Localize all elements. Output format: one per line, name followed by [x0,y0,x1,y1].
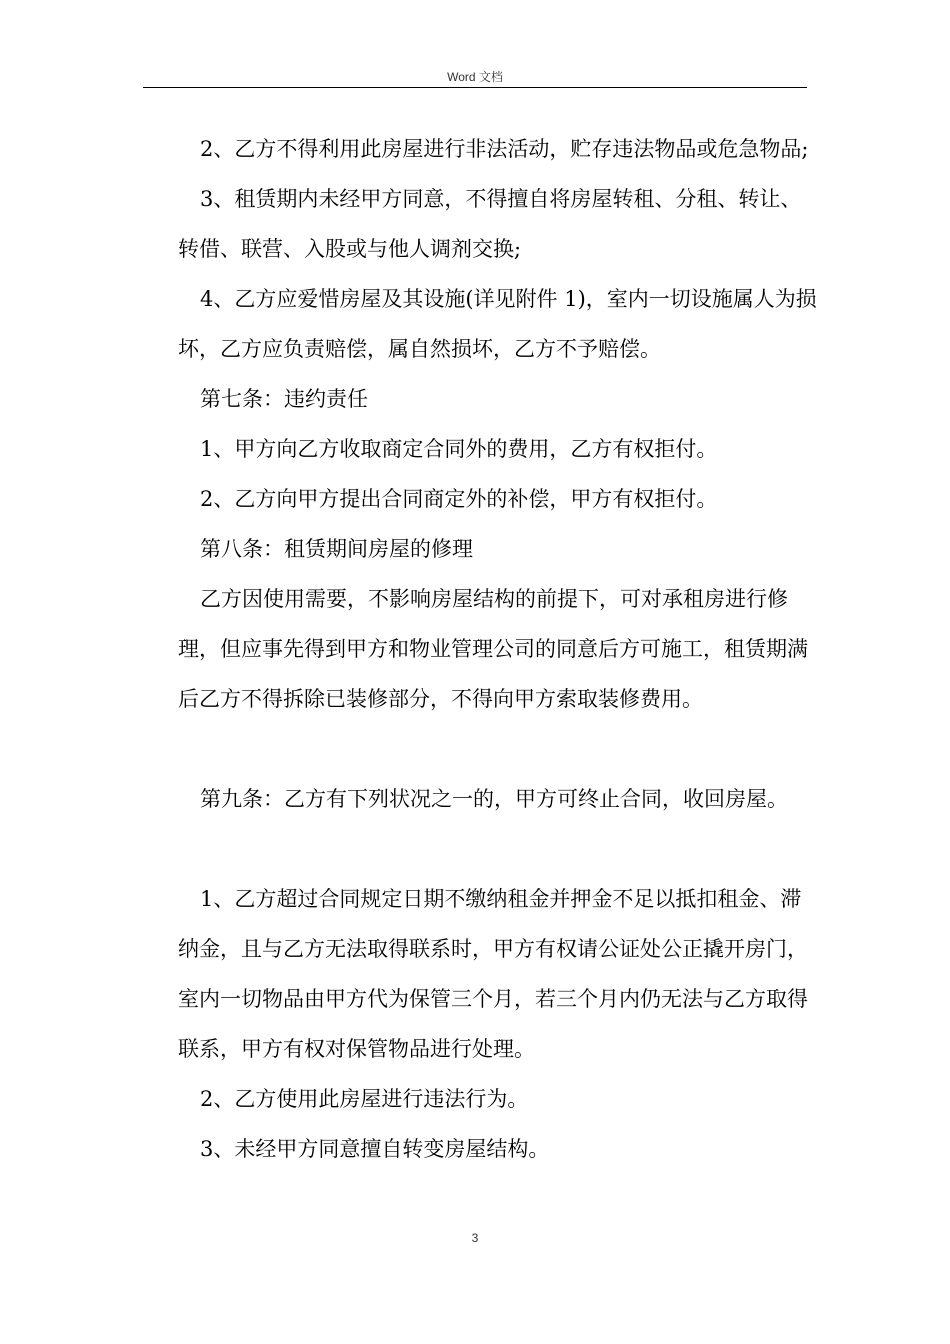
heading-article-9: 第九条：乙方有下列状况之一的，甲方可终止合同，收回房屋。 [200,787,788,811]
paragraph-article-9-item-2: 2、乙方使用此房屋进行违法行为。 [200,1087,529,1111]
paragraph-article-7-item-2: 2、乙方向甲方提出合同商定外的补偿，甲方有权拒付。 [200,487,718,511]
blank-line [178,724,818,774]
heading-article-8: 第八条：租赁期间房屋的修理 [200,537,473,561]
header-divider [143,87,807,88]
paragraph-article-7-item-1: 1、甲方向乙方收取商定合同外的费用，乙方有权拒付。 [200,437,718,461]
document-body [178,124,818,1174]
page-number: 3 [471,1231,479,1245]
paragraph-article-9-item-3: 3、未经甲方同意擅自转变房屋结构。 [200,1137,550,1161]
heading-article-7: 第七条：违约责任 [200,387,368,411]
blank-line [178,824,818,874]
paragraph-clause-4-facilities: 4、乙方应爱惜房屋及其设施(详见附件 1)，室内一切设施属人为损坏，乙方应负责赔偿，属自然损坏，乙方不予赔偿。 [178,287,817,361]
paragraph-clause-3-sublet: 3、租赁期内未经甲方同意，不得擅自将房屋转租、分租、转让、转借、联营、入股或与他人调剂交换; [178,187,802,261]
paragraph-article-8-repairs: 乙方因使用需要，不影响房屋结构的前提下，可对承租房进行修理，但应事先得到甲方和物业管理公司的同意后方可施工，租赁期满后乙方不得拆除已装修部分，不得向甲方索取装修费用。 [178,587,808,711]
page-header-title: Word 文档 [447,70,503,84]
paragraph-clause-2-illegal-activity: 2、乙方不得利用此房屋进行非法活动，贮存违法物品或危急物品; [200,137,809,161]
paragraph-article-9-item-1: 1、乙方超过合同规定日期不缴纳租金并押金不足以抵扣租金、滞纳金，且与乙方无法取得联系时，甲方有权请公证处公正撬开房门，室内一切物品由甲方代为保管三个月，若三个月内仍无法与乙方取得联系，甲方有权对保管物品进行处理。 [178,887,808,1061]
